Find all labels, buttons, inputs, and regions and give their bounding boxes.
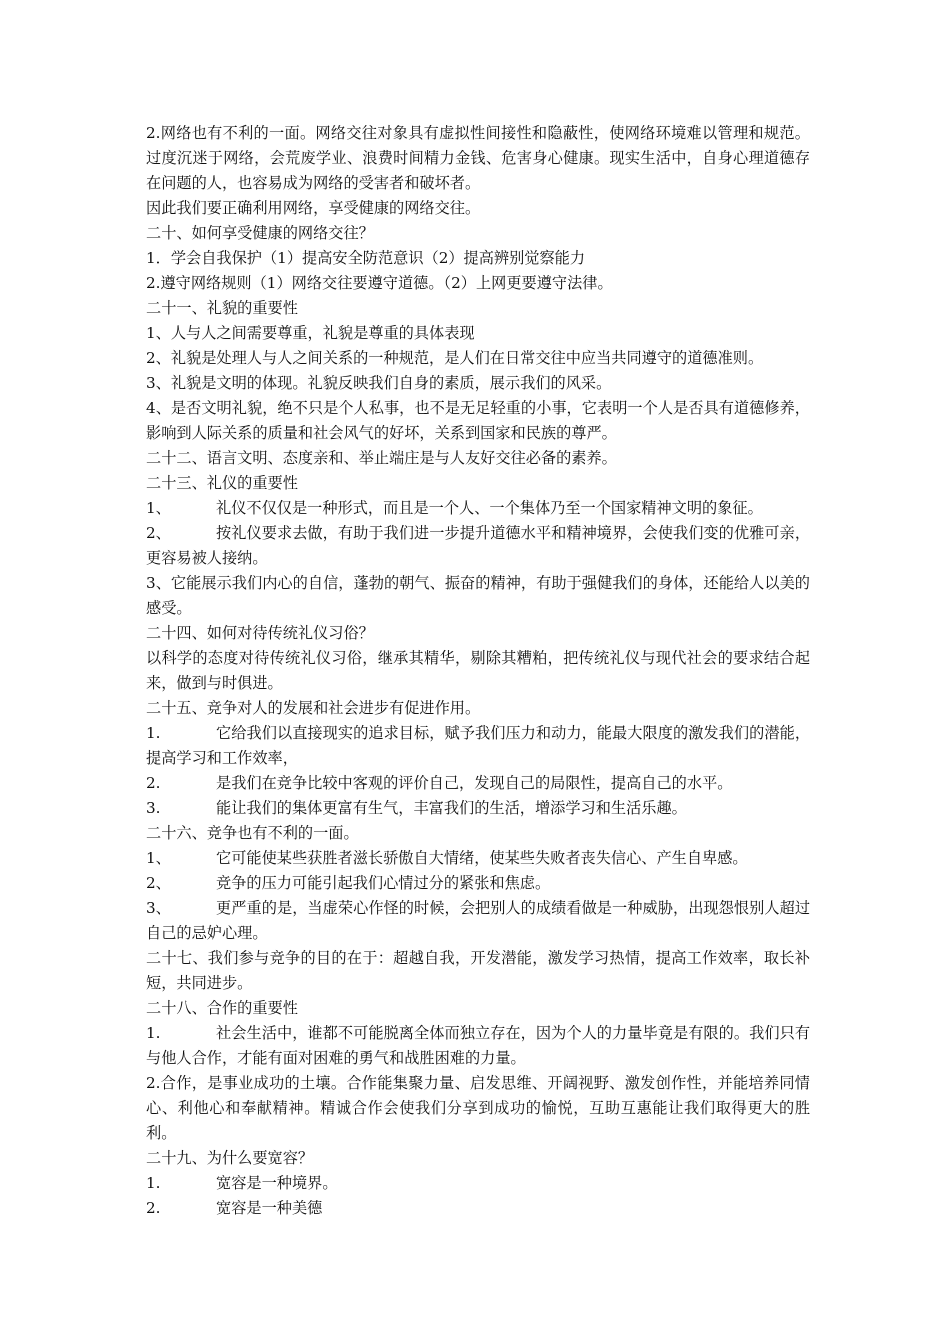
- heading-21: 二十一、礼貌的重要性: [146, 299, 298, 317]
- heading-22: 二十二、语言文明、态度亲和、举止端庄是与人友好交往必备的素养。: [146, 449, 617, 467]
- list-number: 1.: [146, 1174, 161, 1192]
- list-text: 宽容是一种境界。: [216, 1174, 338, 1192]
- list-number: 2.: [146, 774, 161, 792]
- list-item: 4、是否文明礼貌，绝不只是个人私事，也不是无足轻重的小事，它表明一个人是否具有道德修养，影响到人际关系的质量和社会风气的好坏，关系到国家和民族的尊严。: [146, 399, 810, 442]
- list-number: 1.: [146, 1024, 161, 1042]
- list-text: 更严重的是，当虚荣心作怪的时候，会把别人的成绩看做是一种威胁，出现怨恨别人超过自己的忌妒心理。: [146, 899, 810, 942]
- heading-26: 二十六、竞争也有不利的一面。: [146, 824, 359, 842]
- list-item: [146, 1021, 810, 1071]
- list-item: [146, 496, 810, 521]
- list-item: [146, 1196, 810, 1221]
- list-number: 3.: [146, 799, 161, 817]
- list-number: 2、: [146, 524, 171, 542]
- paragraph-tradition: 以科学的态度对待传统礼仪习俗，继承其精华，剔除其糟粕，把传统礼仪与现代社会的要求结合起来，做到与时俱进。: [146, 649, 810, 692]
- list-item: [146, 521, 810, 571]
- heading-28: 二十八、合作的重要性: [146, 999, 298, 1017]
- list-text: 能让我们的集体更富有生气，丰富我们的生活，增添学习和生活乐趣。: [216, 799, 687, 817]
- list-number: 2、: [146, 874, 171, 892]
- list-item: 2.遵守网络规则（1）网络交往要遵守道德。（2）上网更要遵守法律。: [146, 274, 613, 292]
- heading-27: 二十七、我们参与竞争的目的在于：超越自我，开发潜能，激发学习热情，提高工作效率，取长补短，共同进步。: [146, 949, 810, 992]
- heading-20: 二十、如何享受健康的网络交往？: [146, 224, 374, 242]
- list-text: 它可能使某些获胜者滋长骄傲自大情绪，使某些失败者丧失信心、产生自卑感。: [216, 849, 748, 867]
- list-item: [146, 721, 810, 771]
- list-item: 3、礼貌是文明的体现。礼貌反映我们自身的素质，展示我们的风采。: [146, 374, 612, 392]
- heading-29: 二十九、为什么要宽容？: [146, 1149, 314, 1167]
- paragraph-use-network-correctly: 因此我们要正确利用网络，享受健康的网络交往。: [146, 199, 481, 217]
- list-text: 是我们在竞争比较中客观的评价自己，发现自己的局限性，提高自己的水平。: [216, 774, 733, 792]
- list-text: 按礼仪要求去做，有助于我们进一步提升道德水平和精神境界，会使我们变的优雅可亲，更容易被人接纳。: [146, 524, 810, 567]
- heading-25: 二十五、竞争对人的发展和社会进步有促进作用。: [146, 699, 481, 717]
- list-item: [146, 871, 810, 896]
- list-item: 2、礼貌是处理人与人之间关系的一种规范，是人们在日常交往中应当共同遵守的道德准则。: [146, 349, 764, 367]
- list-item: 1、人与人之间需要尊重，礼貌是尊重的具体表现: [146, 324, 475, 342]
- heading-23: 二十三、礼仪的重要性: [146, 474, 298, 492]
- list-item: 3、它能展示我们内心的自信，蓬勃的朝气、振奋的精神，有助于强健我们的身体，还能给人以美的感受。: [146, 574, 810, 617]
- list-text: 礼仪不仅仅是一种形式，而且是一个人、一个集体乃至一个国家精神文明的象征。: [216, 499, 763, 517]
- list-item: 2.合作，是事业成功的土壤。合作能集聚力量、启发思维、开阔视野、激发创作性，并能培养同情心、利他心和奉献精神。精诚合作会使我们分享到成功的愉悦，互助互惠能让我们取得更大的胜利。: [146, 1074, 810, 1142]
- list-number: 1、: [146, 499, 171, 517]
- list-number: 3、: [146, 899, 171, 917]
- list-item: 1．学会自我保护（1）提高安全防范意识（2）提高辨别觉察能力: [146, 249, 586, 267]
- document-body: [146, 121, 810, 1221]
- list-text: 社会生活中，谁都不可能脱离全体而独立存在，因为个人的力量毕竟是有限的。我们只有与他人合作，才能有面对困难的勇气和战胜困难的力量。: [146, 1024, 810, 1067]
- list-item: [146, 771, 810, 796]
- heading-24: 二十四、如何对待传统礼仪习俗？: [146, 624, 374, 642]
- list-text: 竞争的压力可能引起我们心情过分的紧张和焦虑。: [216, 874, 551, 892]
- list-number: 2.: [146, 1199, 161, 1217]
- list-number: 1.: [146, 724, 161, 742]
- list-item: [146, 846, 810, 871]
- list-text: 宽容是一种美德: [216, 1199, 323, 1217]
- list-text: 它给我们以直接现实的追求目标，赋予我们压力和动力，能最大限度的激发我们的潜能，提高学习和工作效率，: [146, 724, 810, 767]
- list-item: [146, 1171, 810, 1196]
- list-number: 1、: [146, 849, 171, 867]
- list-item: [146, 896, 810, 946]
- paragraph-network-drawbacks: 2.网络也有不利的一面。网络交往对象具有虚拟性间接性和隐蔽性，使网络环境难以管理和规范。过度沉迷于网络，会荒废学业、浪费时间精力金钱、危害身心健康。现实生活中，自身心理道德存在问题的人，也容易成为网络的受害者和破坏者。: [146, 124, 810, 192]
- list-item: [146, 796, 810, 821]
